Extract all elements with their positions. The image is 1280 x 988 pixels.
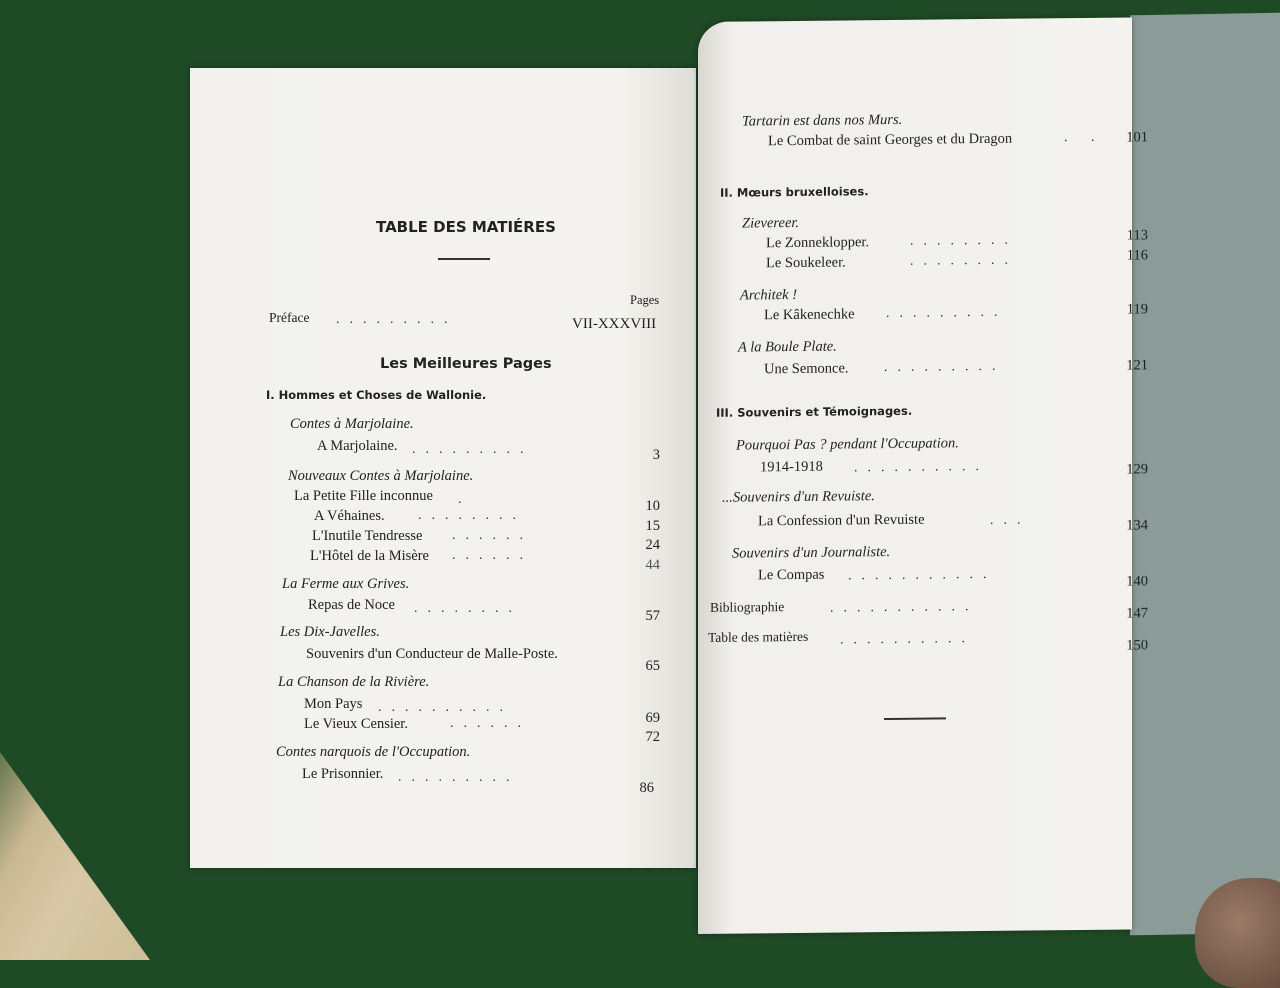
leader-dots: . .	[1064, 129, 1105, 146]
toc-entry-label: A Marjolaine.	[317, 438, 398, 454]
end-rule	[884, 717, 946, 719]
bibliographie-label: Bibliographie	[710, 599, 785, 615]
leader-dots: .........	[336, 312, 458, 327]
toc-entry-page: 134	[1126, 517, 1148, 534]
leader-dots: ........	[910, 252, 1018, 269]
toc-entry-label: Une Semonce.	[764, 360, 849, 378]
table-page: 150	[1126, 637, 1148, 654]
section-2-title: II. Mœurs bruxelloises.	[720, 184, 869, 200]
toc-entry-label: Mon Pays	[304, 696, 363, 712]
group-title: La Chanson de la Rivière.	[278, 674, 430, 690]
toc-entry-page: 24	[645, 537, 660, 553]
leader-dots: ..........	[840, 631, 975, 648]
toc-entry-page: 44	[645, 557, 660, 573]
toc-entry-label: L'Inutile Tendresse	[312, 528, 423, 544]
toc-entry-page: 101	[1126, 129, 1148, 146]
group-title: La Ferme aux Grives.	[282, 576, 410, 592]
toc-entry-label: Repas de Noce	[308, 597, 395, 613]
toc-entry-page: 86	[639, 780, 654, 796]
toc-entry-page: 57	[645, 608, 660, 624]
toc-entry-page: 3	[652, 447, 660, 463]
wooden-desk-corner	[0, 700, 150, 960]
group-title: Nouveaux Contes à Marjolaine.	[288, 468, 474, 484]
toc-entry-label: L'Hôtel de la Misère	[310, 548, 429, 564]
leader-dots: ...........	[830, 599, 979, 616]
group-title: A la Boule Plate.	[738, 338, 837, 356]
toc-entry-label: Le Prisonnier.	[302, 766, 384, 782]
leader-dots: .........	[412, 442, 534, 457]
toc-entry-page: 116	[1126, 247, 1148, 264]
leader-dots: ........	[418, 508, 526, 523]
book-cover-edge	[1130, 13, 1280, 936]
group-title: Souvenirs d'un Journaliste.	[732, 543, 891, 562]
toc-entry-page: 69	[645, 710, 660, 726]
leader-dots: ...	[990, 512, 1031, 528]
toc-entry-page: 15	[645, 518, 660, 534]
toc-entry-page: 10	[645, 498, 660, 514]
group-title: Contes à Marjolaine.	[290, 416, 414, 432]
group-title: ...Souvenirs d'un Revuiste.	[722, 488, 875, 506]
group-title: Contes narquois de l'Occupation.	[276, 744, 471, 760]
toc-entry-label: Le Vieux Censier.	[304, 716, 408, 732]
preface-pages: VII-XXXVIII	[572, 316, 657, 332]
preface-label: Préface	[269, 310, 310, 325]
pages-label: Pages	[630, 293, 660, 307]
toc-entry-page: 140	[1126, 573, 1148, 590]
leader-dots: ..........	[854, 458, 989, 476]
toc-entry-label: La Petite Fille inconnue	[294, 488, 433, 504]
leader-dots: .........	[398, 770, 520, 785]
leader-dots: ......	[450, 716, 531, 731]
section-heading: Les Meilleures Pages	[380, 356, 552, 372]
right-page	[698, 17, 1148, 934]
left-page	[190, 68, 696, 868]
leader-dots: ...........	[848, 566, 997, 584]
toc-entry-label: A Véhaines.	[314, 508, 385, 524]
group-title: Zievereer.	[742, 214, 800, 232]
leader-dots: ........	[910, 232, 1018, 249]
section-1-title: I. Hommes et Choses de Wallonie.	[266, 388, 487, 402]
toc-entry-label: 1914-1918	[760, 458, 823, 476]
toc-entry-label: Le Combat de saint Georges et du Dragon	[768, 130, 1013, 150]
section-3-title: III. Souvenirs et Témoignages.	[716, 403, 913, 420]
leader-dots: .	[458, 492, 472, 507]
toc-title: TABLE DES MATIÉRES	[376, 218, 556, 236]
toc-entry-label: Le Compas	[758, 566, 825, 584]
toc-entry-page: 113	[1126, 227, 1148, 244]
toc-entry-label: Souvenirs d'un Conducteur de Malle-Poste.	[306, 646, 558, 662]
bibliographie-page: 147	[1126, 605, 1148, 622]
toc-entry-page: 121	[1126, 357, 1148, 374]
toc-entry-label: Le Zonneklopper.	[766, 234, 870, 252]
title-rule	[438, 258, 490, 260]
group-title: Les Dix-Javelles.	[280, 624, 380, 640]
leader-dots: .........	[884, 358, 1006, 376]
group-title: Tartarin est dans nos Murs.	[742, 111, 903, 130]
leader-dots: ......	[452, 548, 533, 563]
table-label: Table des matières	[708, 628, 809, 645]
group-title: Pourquoi Pas ? pendant l'Occupation.	[736, 435, 959, 454]
toc-entry-label: Le Soukeleer.	[766, 254, 846, 272]
leader-dots: ........	[414, 601, 522, 616]
toc-entry-page: 65	[645, 658, 660, 674]
leader-dots: .........	[886, 304, 1008, 322]
toc-entry-label: Le Kâkenechke	[764, 306, 855, 324]
toc-entry-page: 129	[1126, 461, 1148, 478]
toc-entry-label: La Confession d'un Revuiste	[758, 511, 925, 530]
toc-entry-page: 72	[645, 729, 660, 745]
toc-entry-page: 119	[1126, 301, 1148, 318]
leader-dots: ......	[452, 528, 533, 543]
leader-dots: ..........	[378, 700, 513, 715]
group-title: Architek !	[740, 286, 798, 304]
